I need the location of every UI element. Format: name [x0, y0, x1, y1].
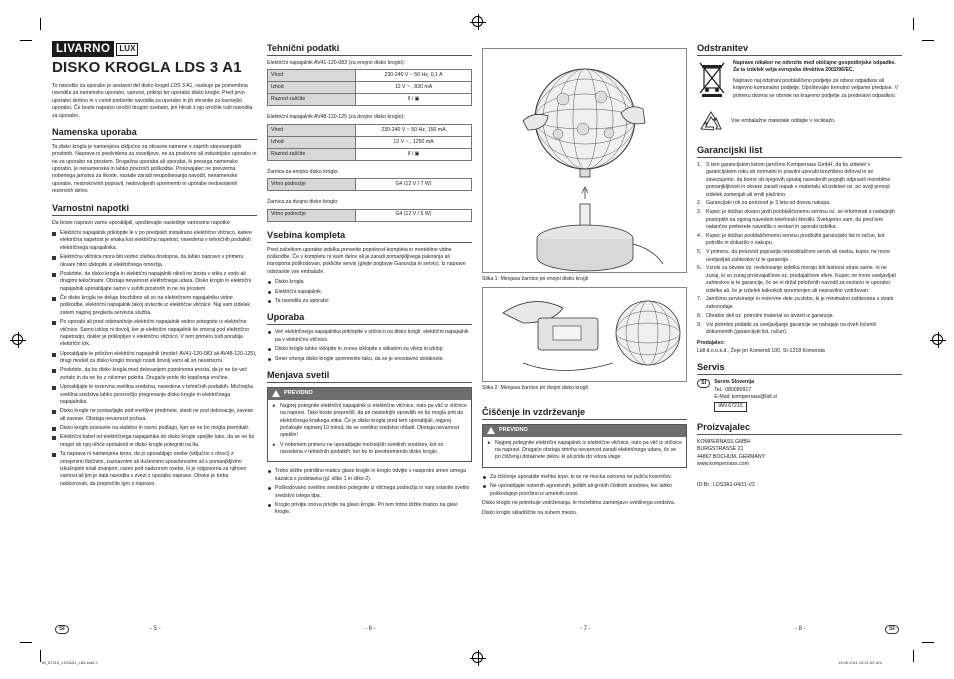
page-number-8: - 8 - — [795, 626, 806, 632]
warning-box — [482, 424, 687, 468]
warning-header — [268, 388, 471, 400]
list-item: Električni napajalnik priklopite le v po predpisih instalirano električno vtičnico, katere električna napetost je enaka kot električna napetost, navedena v tehničnih podatkih električnega napajalnika. — [52, 230, 257, 252]
namenska-text: Ta disko krogla je namenjena izključno za okrasne namene v zaprtih stanovanjskih prostorih. Naprava ni predvidena za osvetljevo, ne za poslovno ali industrijsko uporabo in ne za uporabo na prostem. Drugačna uporaba ali uporaba, ki presega namensko uporabo, je nenamenska in lahko povzroči poškodbe. Proizvajalec ne prevzema nobenega jamstva za škode, nastale zaradi neupoštevanja navodil, nenamenske uporabe, nestrokovnih popravil, nedovoljenih sprememb in uporabe nedovoljenih rezervnih delov. — [52, 143, 257, 195]
figure-2-caption: Slika 2: Menjava žarnice pri dvojni disko krogli — [482, 385, 588, 392]
page-number-6: - 6 - — [365, 626, 376, 632]
heading-vsebina: Vsebina kompleta — [267, 230, 472, 243]
uporaba-list — [267, 329, 472, 363]
table-cell: 230-240 V ~ 50 Hz, 0,1 A — [356, 70, 472, 82]
menjava-list — [267, 468, 472, 516]
table-row — [268, 148, 472, 160]
ciscenje-list — [482, 474, 687, 498]
table-row — [268, 179, 472, 191]
table-cell: Izhod — [268, 82, 356, 94]
heading-odstranitev: Odstranitev — [697, 43, 902, 56]
list-item: 4. Kupec je dolžan pooblaščenemu servisu predložiti garancijski list in račun, kot potrdilo in dokazilo o nakupu. — [697, 232, 885, 247]
heading-servis: Servis — [697, 362, 902, 375]
table-row — [268, 82, 472, 94]
table-row — [268, 124, 472, 136]
vsebina-list — [267, 279, 472, 305]
list-item: Ta navodila za uporabo — [267, 298, 472, 305]
spec-table-4 — [267, 209, 472, 222]
intro-text: To navodilo za uporabo je sestavni del diskо krogel LDS 3 A1, vsebuje pa pomembna navodila za namensko uporabo, varnost, priklop ter uporabo disko krogle. Pred prvo uporabo skrbno in v celoti preberite navodila za uporabo in jih shranite za kasnejšo uporabo. Če boste napravo izročili drugim osebam, jim hkrati z njo izročite tudi navodila za uporabo. — [52, 83, 253, 119]
list-item: Trdno držite pritrdilno matico glave krogle in kroglo odvijte v nasprotni smeri urnega kazalca s podstavka (gl. sliko 1 in sliko 2). — [267, 468, 472, 483]
heading-uporaba: Uporaba — [267, 312, 472, 325]
registration-mark-right — [932, 334, 943, 345]
registration-mark-left — [12, 334, 23, 345]
varnostni-list — [52, 230, 257, 488]
recycle-text: Vse embalažne materiale oddajte v reciklažo. — [731, 118, 836, 125]
list-item: 5. V primeru, da proizvod popravlja nepooblaščeni servis ali oseba, kupec ne more uveljavljati zahtevkov iz te garancije. — [697, 249, 890, 263]
table-cell: Izhod — [268, 136, 356, 148]
document-id: ID-Br.: LDS3A1-04/11-V2 — [697, 482, 755, 489]
proizvajalec-address — [697, 439, 902, 469]
servis-name: Servis Slovenija — [714, 379, 754, 386]
page-title: DISKO KROGLA LDS 3 A1 — [52, 59, 242, 76]
column-2 — [267, 40, 472, 519]
list-item: Poskrbite, da disko krogla in električni napajalnik nikoli ne bosta v stiku z vodo ali drugimi tekočinami. Obstaja nevarnost električnega udara. Disko kroglo in električni napajalnik uporabljajte samo v suhih prostorih in ne na prostem. — [52, 271, 257, 293]
dispose-bold: Naprave nikakor ne odvrzite med običajne gospodinjske odpadke. Za ta izdelek velja evropska direktiva 2002/96/EC. — [733, 60, 896, 74]
table-row — [268, 209, 472, 221]
list-item: 7. Jamčimo servisiranje in rezervne dele za dobo, ki je minimalno zahtevana s strani zakonodaje. — [697, 296, 894, 310]
list-item: Disko kroglo postavite na stabilno in ravno podlago, kjer se ne bo mogla premikati. — [52, 425, 257, 432]
figure-2 — [482, 287, 687, 382]
table-cell: 12 V ~ , 830 mA — [356, 82, 472, 94]
warning-list — [487, 440, 682, 462]
dispose-text: Napravo naj odstrani pooblaščeno podjetje za odvoz odpadkov ali krajevno komunalno podjetje. Upoštevajte trenutno veljavne predpise. V primeru dvoma se obrnite na krajevno podjetje za predelavo odpadkov. — [733, 77, 898, 99]
varnostni-intro: Da boste napravo varno uporabljali, upoštevajte naslednje varnostne napotke: — [52, 219, 232, 226]
warning-icon — [487, 427, 495, 434]
list-item: Električni napajalnik — [267, 289, 472, 296]
warning-label: PREVIDNO — [284, 390, 313, 397]
warning-box — [267, 387, 472, 462]
heading-varnostni: Varnostni napotki — [52, 203, 257, 216]
list-item: Za čiščenje uporabite mehko krpo, ki se ne mucka oziroma ne pušča kosmičev. — [482, 474, 687, 481]
list-item: 8. Obrabni deli oz. potrošni material so izvzeti iz garancije. — [697, 312, 835, 319]
servis-block — [697, 379, 902, 412]
warning-icon — [272, 390, 280, 397]
list-item: Po uporabi ali pred odstranitvijo električni napajalnik vedno potegnite iz električne vtičnice. Samo izklop ni dovolj, ker je električni napajalnik še zmeraj pod električno napetostjo, dokler je priklopljen v električno vtičnico. V tem primeru tudi porablja električni tok. — [52, 319, 257, 349]
recycle-icon — [697, 109, 725, 135]
table2-caption: Električni napajalnik AV48-120-125 (za dvojno disko kroglo): — [267, 114, 405, 121]
lang-badge-right: SI — [885, 625, 899, 634]
heading-menjava: Menjava svetil — [267, 370, 472, 383]
list-item: Ta naprava ni namenjena temu, da jo uporabljajo osebe (vključno z otroci) z omejenimi fizičnimi, zaznavnimi ali duševnimi sposobnostmi ali s pomanjkljivimi izkušnjami in/ali znanjem, razen pod nadzorom osebe, ki je odgovorna za njihovo varnost ali jim je dala navodila v zvezi z uporabo naprave. Otroke je treba nadzorovati, da preprečite igro z napravo. — [52, 451, 257, 488]
table-cell: Vhod — [268, 70, 356, 82]
table-row — [268, 70, 472, 82]
list-item: Uporabljajte le priložen električni napajalnik (model: AV41-120-083 ali AV48-120-125), drugi modeli za disko kroglo morajo nositi dovolj varni ali so neustrezni. — [52, 351, 257, 366]
list-item: 9. Vsi potrebni podatki za uveljavljanje garancije se nahajajo na dveh ločenih dokumentih (garancijski list, račun). — [697, 321, 877, 335]
servis-mail[interactable]: E-Mail: kompernass@lidl.si — [714, 393, 777, 400]
list-item: 6. Vzroki za okvare oz. nedelovanje izdelka morajo biti lastnost strani same, in ne zunaj, ki so zunaj proizvajalčeve oz. prodajalčeve sfere. Kupec ne more uveljavljati zahtevkov iz te garancije, če se ni držal priloženih navodil za sestavo in uporabo izdelka ali, če je izdelek kakorkoli spremenjen ali nepravilno vzdrževan. — [697, 265, 896, 294]
address-line: BURGSTRASSE 21 — [697, 446, 744, 453]
list-item: 1. S tem garancijskim listom jamčimo Kompernass GmbH, da bo izdelek v garancijskem roku ob normalni in pravilni uporabi brezhibno deloval in se zavezujemo, da bomo ob njegovih spodaj navedenih pogojih odpravili morebitne pomanjkljivosti in okvare zaradi napak v materialu ali izdelavi oz. po svoji presoji izdelek zamenjali ali vrnili plačnino. — [697, 162, 891, 198]
list-item: Poskrbite, da bo disko krogla med delovanjem popolnoma prosta, da je ne bo več zvrtalo in da ne bo z ničemer pokrita. Drugače pride do kopičenja vročine. — [52, 367, 257, 382]
list-item: Ne uporabljajte nobenih agresivnih, jedkih ali grobih čistilnih sredstev, ker lahko poškodujejo površino iz umetnih snovi. — [482, 483, 687, 498]
website-link[interactable]: www.kompernass.com — [697, 460, 749, 467]
table-cell: Razred zaščite — [268, 148, 356, 160]
list-item: ► Najprej potegnite električni napajalnik iz električne vtičnice, nato pa vtič iz vtičnice na napravi. Drugače obstaja strinha nevarnost zaradi električnega udara, če se pri čiščenju dotaknete delov, ki ali pride do vdora vlage. — [487, 440, 682, 462]
figure-1 — [482, 48, 687, 273]
country-badge: SI — [697, 379, 710, 388]
column-1 — [52, 40, 257, 490]
heading-namenska: Namenska uporaba — [52, 127, 257, 140]
ciscenje-text-2: Disko kroglo skladiščite na suhem mestu. — [482, 510, 578, 517]
slug-timestamp: 19.05.2011 13:21:03 Uhr — [838, 660, 882, 665]
address-line: KOMPERNASS GMBH — [697, 438, 751, 445]
warning-label: PREVIDNO — [499, 426, 528, 433]
table3-caption: Žarnica za enojno disko kroglo: — [267, 168, 339, 175]
warning-list — [272, 403, 467, 457]
table1-caption: Električni napajalnik AV41-120-083 (za enojno disko kroglo): — [267, 60, 406, 67]
table4-caption: Žarnica za dvojno disko kroglo: — [267, 199, 339, 206]
address-line: 44867 BOCHUM, GERMANY — [697, 453, 766, 460]
warning-header — [483, 425, 686, 437]
list-item: Disko krogla — [267, 279, 472, 286]
prodajalec-label: Prodajalec: — [697, 340, 725, 347]
table-row — [268, 94, 472, 106]
table-cell: Vrtno podnožje — [268, 209, 356, 221]
heading-proizvajalec: Proizvajalec — [697, 422, 902, 435]
spec-table-3 — [267, 178, 472, 191]
table-cell: G4 (12 V / 7 W) — [356, 179, 472, 191]
list-item: 2. Garancijski rok za proizvod je 3 leta od dneva nakupa. — [697, 200, 831, 207]
vsebina-intro: Pred začetkom uporabe izdelka preverite popolnost kompleta in morebitne vidne poškodbe. Če v kompletu ni vseh delov ali je zaradi pomanjkljivega pakiranja ali transporta poškodovan, pokličite servis (glejte poglavje Garancija in servis). Iz naprave odstranite vse embalaže. — [267, 246, 466, 275]
servis-tel: Tel.: 080080917 — [714, 386, 752, 393]
brand-logo — [52, 40, 257, 58]
list-item: ► V nobenem primeru ne uporabljajte močnejših svetilnih sredstev, kot so navedena v tehničnih podatkih, ker bo to preobremenilo disko kroglo. — [272, 442, 467, 457]
heading-ciscenje: Čiščenje in vzdrževanje — [482, 407, 687, 420]
heading-tehnicni: Tehnični podatki — [267, 43, 472, 56]
registration-mark-bottom — [472, 652, 483, 663]
list-item: Več električnega napajalnika priklopite v vtičnico na disko krogli; električni napajalnik pa v električno vtičnico. — [267, 329, 472, 344]
list-item: ► Najprej potegnite električni napajalnik iz električne vtičnice, nato pa vtič iz vtičnice na napravi. Tako boste preprečili, da pri naslednjih opravilih ne bo mogla priti do električnega kratkega stika. Če je disko krogla pred tem uporabljali, najprej počakajte najmanj 10 minut, da se svetilno sredstvo ohladi. Obstaja nevarnost opeklin! — [272, 403, 467, 440]
table-row — [268, 136, 472, 148]
column-4 — [697, 40, 902, 493]
recycle-block — [697, 109, 902, 135]
ian-number: IAN 67215 — [714, 402, 747, 411]
table-cell: 12 V ~ , 1250 mA — [356, 136, 472, 148]
slug-filename: IB_67215_LDS3A1_LB4.indd 2 — [42, 660, 98, 665]
spec-table-2 — [267, 124, 472, 161]
list-item: Uporabljajte le rezervna svetilna sredstva, navedena v tehničnih podatkih. Močnejša svetilna sredstva lahko povzročijo pregrevanje disko krogle in električnega napajalnika. — [52, 384, 257, 406]
table-cell: Razred zaščite — [268, 94, 356, 106]
table-cell: II / ▣ — [356, 148, 472, 160]
heading-garancijski: Garancijski list — [697, 145, 902, 158]
double-disco-ball-illustration — [483, 288, 687, 382]
crossed-bin-icon — [697, 60, 727, 103]
list-item: Če disko krogla ne deluje brezhibno ali so na električnem napajalniku vidne poškodbe, električni napajalnik takoj izvlecite iz električne vtičnice. Naj vam izdelek zatem najprej pregleda servisna služba. — [52, 295, 257, 317]
table-cell: 230-240 V ~ 50 Hz, 150 mA — [356, 124, 472, 136]
table-cell: Vrtno podnožje — [268, 179, 356, 191]
brand-name: LIVARNO — [52, 41, 114, 57]
list-item: Kroglo privijte znova privijte na glavo krogle. Pri tem trdno držite matico na glavi krogle. — [267, 502, 472, 517]
list-item: Disko kroglo lahko vklopite in znova izklopite s stikalom za vklop in izklop. — [267, 346, 472, 353]
list-item: Električni kabel od električnega napajalnika do disko krogle speljite tako, da se ne bo mogel ob njej nihče spotakniti in disko krogle potegniti na tla. — [52, 434, 257, 449]
page-number-5: - 5 - — [150, 626, 161, 632]
table-cell: Vhod — [268, 124, 356, 136]
lang-badge-left: SI — [55, 625, 69, 634]
column-3 — [482, 40, 687, 521]
list-item: Električna vtičnica mora biti vedno zlahka dostopna, da lahko napravo v primeru okvare hitro izklopite iz električnega omrežja. — [52, 254, 257, 269]
figure-1-caption: Slika 1: Menjava žarnice pri enojni disko krogli — [482, 276, 589, 282]
disco-ball-illustration — [483, 49, 687, 273]
page-number-7: - 7 - — [580, 626, 591, 632]
prodajalec-text: Lidl d.o.o.k.d., Žeje pri Komendi 100, SI-1218 Komenda — [697, 347, 825, 354]
list-item: 3. Kupec je dolžan okvaro javiti pooblaščenemu servisu oz. se informirati o nadaljnjih postopkih na zgoraj navedeni telefonski številki. Svetujemo vam, da pred tem natančno preberete navodila o sestavi in uporabi izdelka. — [697, 209, 895, 231]
list-item: Disko krogle ne postavljajte pod vnetljive predmete, zlasti ne pod dekoracije, zavese ali zavese. Obstaja nevarnost požara. — [52, 408, 257, 423]
registration-mark-top — [472, 16, 483, 27]
dispose-block — [697, 60, 902, 103]
table-cell: G4 (12 V / 5 W) — [356, 209, 472, 221]
list-item: Poškodovano svetilno sredstvo potegnite iz vtičnega podnožja in vanj vstavite svetilo sredstvo istega tipa. — [267, 485, 472, 500]
brand-sub: LUX — [116, 43, 138, 56]
spec-table-1 — [267, 69, 472, 106]
ciscenje-text-1: Disko kroglo ne potrebuje vzdrževanja, le morebitno zamenjavo svetilnega sredstva. — [482, 499, 676, 506]
table-cell: II / ▣ — [356, 94, 472, 106]
garancija-list — [697, 162, 902, 336]
list-item: Smer vrtenja disko krogle spremenite tako, da se je enostavno dotaknete. — [267, 356, 472, 363]
